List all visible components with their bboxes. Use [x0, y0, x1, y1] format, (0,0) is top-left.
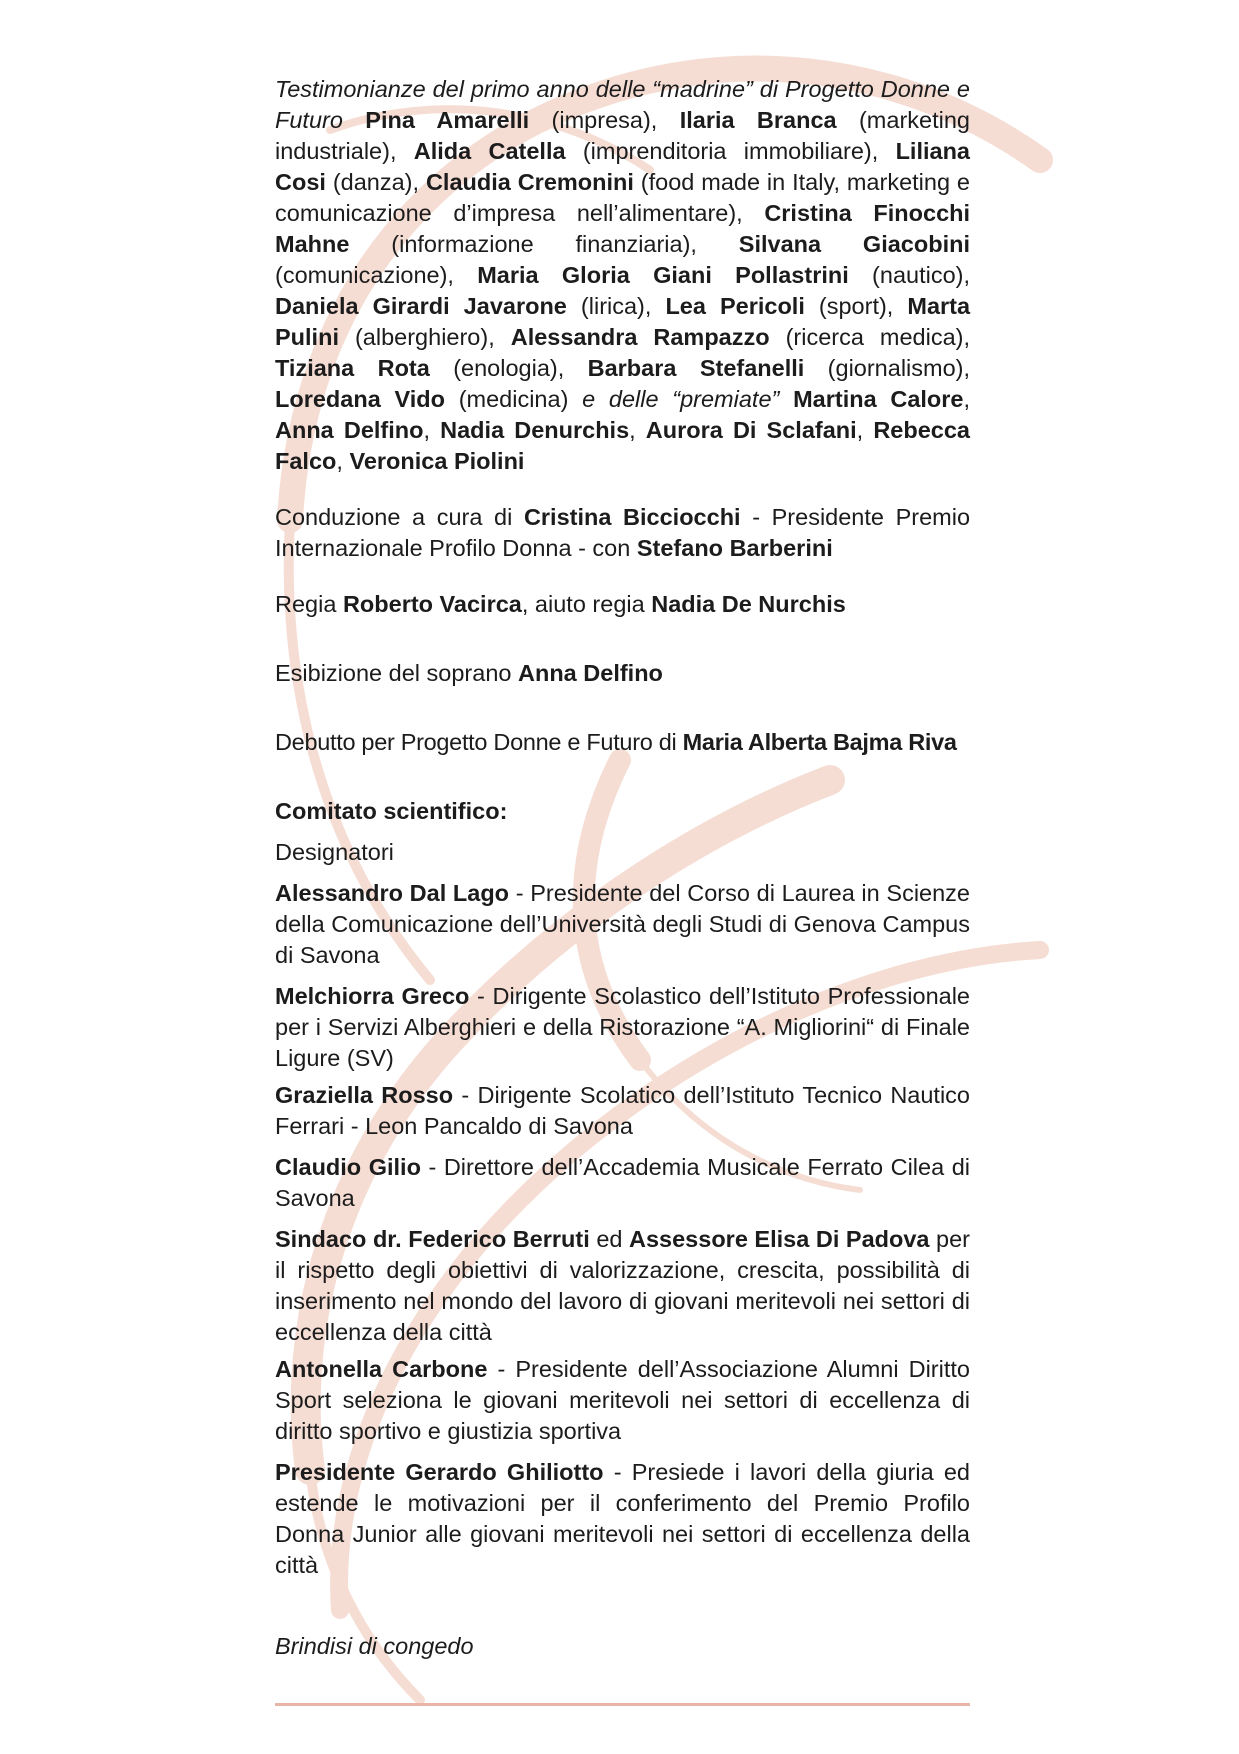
madrina-role: (nautico),	[872, 262, 971, 288]
entry-description: - Presiede i lavori della giuria ed estende le motivazioni per il conferimento del Premio Profilo Donna Junior alle giovani meritevoli nei settori di eccellenza della città	[275, 1459, 970, 1578]
conduzione-host: Cristina Bicciocchi	[523, 504, 741, 530]
madrina-name: Tiziana Rota	[275, 355, 430, 381]
madrina-role: (enologia),	[453, 355, 565, 381]
debutto-prefix: Debutto per Progetto Donne e Futuro di	[275, 729, 677, 755]
entry-description: per il rispetto degli obiettivi di valorizzazione, crescita, possibilità di inserimento nel mondo del lavoro di giovani meritevoli nei settori di eccellenza della città	[275, 1226, 970, 1345]
debutto-paragraph	[275, 727, 970, 758]
madrina-role: (comunicazione),	[275, 262, 454, 288]
premiata-name: Aurora Di Sclafani	[645, 417, 857, 443]
madrina-name: Loredana Vido	[275, 386, 445, 412]
conduzione-cohost: Stefano Barberini	[636, 535, 833, 561]
madrina-role: (impresa),	[551, 107, 658, 133]
madrina-name: Alessandra Rampazzo	[510, 324, 770, 350]
madrina-role: (danza),	[332, 169, 420, 195]
entry-name: Presidente Gerardo Ghiliotto	[275, 1459, 604, 1485]
testimonianze-intro: Testimonianze del primo anno delle “madrine” di Progetto Donne e Futuro	[275, 76, 970, 133]
madrina-role: (alberghiero),	[354, 324, 495, 350]
madrina-name: Daniela Girardi Javarone	[275, 293, 567, 319]
madrina-role: (medicina)	[458, 386, 569, 412]
conduzione-role: - Presidente Premio Internazionale Profilo Donna - con	[275, 504, 971, 561]
regia-assistant-label: , aiuto regia	[521, 591, 645, 617]
madrina-role: (marketing industriale),	[275, 107, 970, 164]
madrina-name: Silvana Giacobini	[738, 231, 970, 257]
designatori-subheading: Designatori	[275, 839, 394, 865]
madrina-role: (giornalismo),	[827, 355, 971, 381]
debutto-name: Maria Alberta Bajma Riva	[682, 729, 957, 755]
premiata-name: Rebecca Falco	[275, 417, 970, 474]
entry-description: - Presidente dell’Associazione Alumni Diritto Sport seleziona le giovani meritevoli nei settori di eccellenza di diritto sportivo e giustizia sportiva	[275, 1356, 970, 1444]
entry-description: - Dirigente Scolatico dell’Istituto Tecnico Nautico Ferrari - Leon Pancaldo di Savona	[275, 1082, 970, 1139]
entry-description: - Direttore dell’Accademia Musicale Ferrato Cilea di Savona	[275, 1154, 970, 1211]
madrina-name: Liliana Cosi	[275, 138, 970, 195]
comitato-entry	[275, 1152, 970, 1214]
madrina-name: Ilaria Branca	[679, 107, 837, 133]
entry-name: Claudio Gilio	[275, 1154, 421, 1180]
comitato-entry	[275, 1224, 970, 1348]
madrina-name: Lea Pericoli	[665, 293, 805, 319]
entry-name: Antonella Carbone	[275, 1356, 488, 1382]
comitato-entry	[275, 1354, 970, 1447]
brindisi-text: Brindisi di congedo	[275, 1633, 474, 1659]
premiata-name: Anna Delfino	[275, 417, 424, 443]
entry-conjunction: ed	[596, 1226, 623, 1252]
madrina-name: Cristina Finocchi Mahne	[275, 200, 971, 257]
madrina-role: (lirica),	[580, 293, 652, 319]
entry-name: Graziella Rosso	[275, 1082, 454, 1108]
madrina-role: (ricerca medica),	[785, 324, 971, 350]
entry-name-second: Assessore Elisa Di Padova	[629, 1226, 930, 1252]
document-body	[275, 74, 970, 1662]
entry-name: Sindaco dr. Federico Berruti	[275, 1226, 590, 1252]
entry-description: - Dirigente Scolastico dell’Istituto Professionale per i Servizi Alberghieri e della Ristorazione “A. Migliorini“ di Finale Ligure (SV)	[275, 983, 970, 1071]
esibizione-prefix: Esibizione del soprano	[275, 660, 512, 686]
esibizione-paragraph	[275, 658, 970, 689]
conduzione-prefix: Conduzione a cura di	[275, 504, 513, 530]
regia-assistant: Nadia De Nurchis	[651, 591, 846, 617]
comitato-entry	[275, 878, 970, 971]
comitato-heading	[275, 796, 970, 827]
entry-name: Melchiorra Greco	[275, 983, 470, 1009]
entry-description: - Presidente del Corso di Laurea in Scienze della Comunicazione dell’Università degli Studi di Genova Campus di Savona	[275, 880, 970, 968]
madrina-name: Pina Amarelli	[365, 107, 530, 133]
premiata-name: Martina Calore	[793, 386, 964, 412]
regia-prefix: Regia	[275, 591, 337, 617]
premiata-name: Veronica Piolini	[349, 448, 525, 474]
madrina-role: (informazione finanziaria),	[391, 231, 697, 257]
entry-name: Alessandro Dal Lago	[275, 880, 510, 906]
comitato-entry	[275, 1457, 970, 1581]
esibizione-soprano: Anna Delfino	[518, 660, 663, 686]
regia-paragraph	[275, 589, 970, 620]
premiate-intro: e delle “premiate”	[582, 386, 780, 412]
madrina-name: Marta Pulini	[275, 293, 971, 350]
footer-divider	[275, 1703, 970, 1706]
madrina-name: Maria Gloria Giani Pollastrini	[477, 262, 849, 288]
madrina-role: (imprenditoria immobiliare),	[582, 138, 879, 164]
comitato-title: Comitato scientifico:	[275, 798, 508, 824]
comitato-entry	[275, 1080, 970, 1142]
comitato-entry	[275, 981, 970, 1074]
regia-director: Roberto Vacirca	[342, 591, 522, 617]
madrina-role: (sport),	[818, 293, 894, 319]
madrina-name: Alida Catella	[413, 138, 566, 164]
premiata-name: Nadia Denurchis	[440, 417, 630, 443]
madrina-name: Barbara Stefanelli	[587, 355, 805, 381]
testimonianze-paragraph: Testimonianze del primo anno delle “madrine” di Progetto Donne e Futuro Pina Amarelli (impresa), Ilaria Branca (marketing industriale), Alida Catella (imprenditoria immobiliare), Liliana Cosi (danza), Claudia Cremonini (food made in Italy, marketing e comunicazione d’impresa nell’alimentare), Cristina Finocchi Mahne (informazione finanziaria), Silvana Giacobini (comunicazione), Maria Gloria Giani Pollastrini (nautico), Daniela Girardi Javarone (lirica), Lea Pericoli (sport), Marta Pulini (alberghiero), Alessandra Rampazzo (ricerca medica), Tiziana Rota (enologia), Barbara Stefanelli (giornalismo), Loredana Vido (medicina) e delle “premiate” Martina Calore, Anna Delfino, Nadia Denurchis, Aurora Di Sclafani, Rebecca Falco, Veronica Piolini	[275, 76, 971, 474]
brindisi-closing	[275, 1631, 970, 1662]
conduzione-paragraph	[275, 502, 970, 564]
madrina-role: (food made in Italy, marketing e comunicazione d’impresa nell’alimentare),	[275, 169, 970, 226]
madrina-name: Claudia Cremonini	[425, 169, 634, 195]
